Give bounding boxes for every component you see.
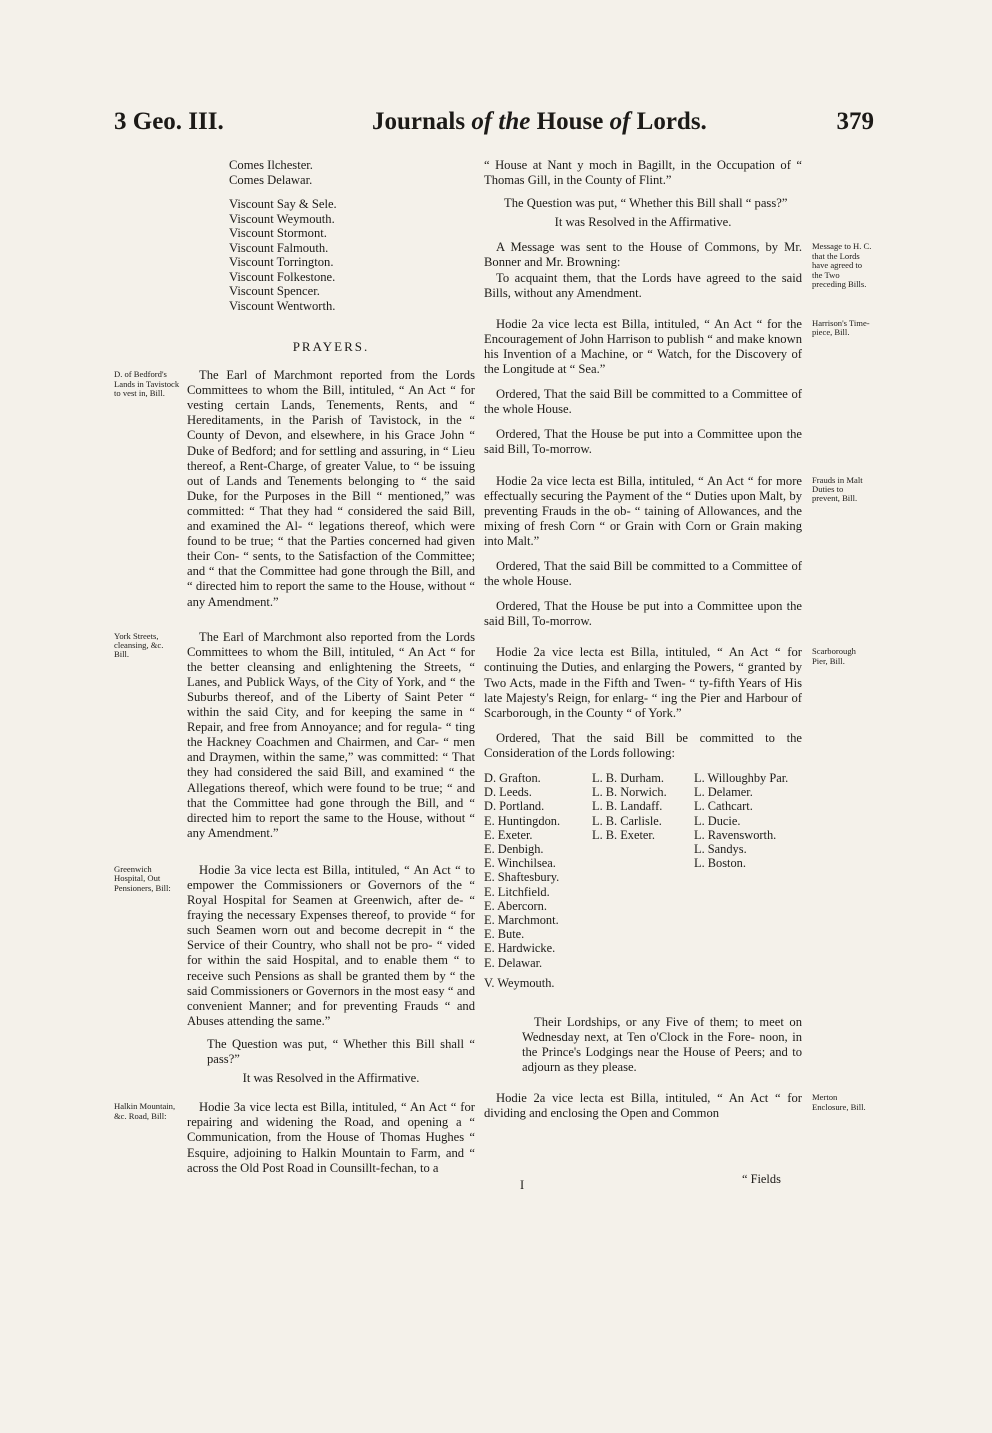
entry-harrison-bill — [484, 316, 870, 377]
entry-text: The Earl of Marchmont also reported from the Lords Committees to whom the Bill, intituled, “ An Act “ for the better cleansing and enlightening the Streets, “ Lanes, and Publick Ways, of the City of York, and “ the Suburbs thereof, and of the Liberty of Saint Peter “ within the said City, and for keeping the same in “ Repair, and free from Annoyance; and for regula- “ ting the Hackney Coachmen and Chairmen, and Car- “ men and Draymen, within the same,” was committed: “ That they had considered the said Bill, and examined “ the Allegations thereof, which were found to be true; “ and that the Committee had gone through the Bill, and “ directed him to report the same to the House, without “ any Amendment.” — [187, 629, 475, 840]
entry-york-bill — [114, 629, 475, 841]
right-column — [484, 158, 872, 1132]
entry-text: “ House at Nant y moch in Bagillt, in the Occupation of “ Thomas Gill, in the County of Flint.” — [484, 158, 802, 188]
margin-note: Merton Enclosure, Bill. — [812, 1092, 866, 1112]
margin-note: Message to H. C. that the Lords have agreed to the Two preceding Bills. — [812, 241, 872, 289]
entry-text: Hodie 3a vice lecta est Billa, intituled, “ An Act “ for repairing and widening the Road, and opening a “ Communication, from the House of Thomas Hughes “ Esquire, adjoining to Halkin Mountain to Farm, and “ across the Old Post Road in Counsillt-fechan, to a — [187, 1100, 475, 1175]
lord-name: Viscount Folkestone. — [229, 269, 336, 284]
margin-note: Greenwich Hospital, Out Pensioners, Bill: — [114, 863, 171, 893]
entry-text: A Message was sent to the House of Commons, by Mr. Bonner and Mr. Browning: — [484, 240, 802, 270]
lord-name: Viscount Torrington. — [229, 255, 334, 269]
header-title-word: Lords. — [636, 108, 707, 135]
lord-name: E. Shaftesbury. — [484, 870, 560, 885]
entry-continuation — [484, 158, 802, 188]
lord-name: L. B. Exeter. — [592, 827, 655, 842]
lord-name: L. Boston. — [694, 856, 746, 871]
entry-text: Hodie 3a vice lecta est Billa, intituled, “ An Act “ to empower the Commissioners or Governors of the “ Royal Hospital for Seamen at Greenwich, after de- “ fraying the necessary Expenses thereof, to provide “ for such Seamen worn out and become decrepit in “ the Service of their Country, who shall not be pro- “ vided for within the said Hospital, and to enable them “ to receive such Pensions as shall be granted them by “ the said Commissioners or Governors in the most easy “ and convenient Manner; and for preventing Frauds “ and Abuses attending the same.” — [187, 862, 475, 1028]
margin-note: Scarborough Pier, Bill. — [812, 646, 856, 666]
header-title-word: of — [471, 108, 493, 135]
margin-note: Halkin Mountain, &c. Road, Bill: — [114, 1101, 176, 1121]
lord-name: E. Denbigh. — [484, 842, 544, 857]
lord-name: E. Hardwicke. — [484, 941, 556, 956]
entry-text: Hodie 2a vice lecta est Billa, intituled, “ An Act “ for dividing and enclosing the Open and Common — [484, 1091, 802, 1121]
lords-column — [694, 771, 788, 870]
ordered-text — [484, 731, 802, 761]
resolved-text: It was Resolved in the Affirmative. — [242, 1071, 420, 1086]
entry-message — [484, 240, 872, 300]
lord-name: D. Leeds. — [484, 785, 532, 800]
resolved-text: It was Resolved in the Affirmative. — [554, 215, 732, 230]
lord-name: L. Cathcart. — [694, 799, 753, 814]
lord-name: E. Delawar. — [484, 955, 543, 970]
entry-text: Hodie 2a vice lecta est Billa, intituled, “ An Act “ for more effectually securing the Payment of the “ Duties upon Malt, by preventing Frauds in the ob- “ taining of Allowances, and the mixing of fresh Corn “ or Grain with Corn or Grain making into Malt.” — [484, 473, 802, 548]
page-number: 379 — [836, 108, 874, 135]
entry-merton-bill — [484, 1091, 866, 1121]
entry-text: Ordered, That the said Bill be committed to a Committee of the whole House. — [484, 558, 802, 589]
lord-name: L. B. Norwich. — [592, 785, 667, 800]
lord-name: Viscount Stormont. — [229, 226, 327, 240]
header-title — [372, 108, 707, 136]
lords-column — [484, 771, 560, 990]
lord-name: Viscount Weymouth. — [229, 211, 335, 226]
question-text: The Question was put, “ Whether this Bill shall “ pass?” — [504, 196, 788, 211]
running-header — [114, 108, 874, 152]
lord-name: D. Grafton. — [484, 771, 541, 785]
entry-text: The Earl of Marchmont reported from the Lords Committees to whom the Bill, intituled, “ An Act “ for vesting certain Lands, Tenements, Rents, and “ Hereditaments, in the Parish of Tavistock, in the “ County of Devon, and elsewhere, in his Grace John “ Duke of Bedford; and for settling and assuring, in “ Lieu thereof, a Rent-Charge, of greater Value, to “ be issuing out of Lands and Tenements belonging to “ the said Duke, for the Purposes in the Bill “ mentioned,” was committed: “ That they had “ considered the said Bill, and examined the Al- “ legations thereof, which were found to be true; “ that the Parties concerned had given their Con- “ sents, to the Satisfaction of the Committee; and “ that the Committee had gone through the Bill, and “ directed him to report the same to the House, without “ any Amendment.” — [187, 368, 475, 609]
entry-text: Ordered, That the House be put into a Committee upon the said Bill, To-morrow. — [484, 427, 802, 457]
header-regnal-year: 3 Geo. III. — [114, 108, 224, 135]
lord-name: E. Winchilsea. — [484, 856, 556, 871]
entry-halkin-bill — [114, 1100, 475, 1175]
lord-name: L. Ducie. — [694, 813, 741, 828]
lord-name: D. Portland. — [484, 799, 545, 814]
header-title-word: Journals — [372, 108, 466, 135]
lord-name: E. Exeter. — [484, 827, 533, 842]
lord-name: Viscount Falmouth. — [229, 240, 329, 255]
lord-name: Comes Delawar. — [229, 172, 313, 187]
entry-greenwich-bill — [114, 862, 475, 1086]
entry-text: Ordered, That the said Bill be committed to a Committee of the whole House. — [484, 387, 802, 417]
lord-name: Viscount Wentworth. — [229, 298, 336, 313]
ordered-text — [484, 599, 802, 629]
entry-text: Their Lordships, or any Five of them; to meet on Wednesday next, at Ten o'Clock in the Fore- noon, in the Prince's Lodgings near the House of Peers; and to adjourn as they please. — [522, 1015, 802, 1075]
lord-name: L. B. Carlisle. — [592, 813, 662, 828]
entry-text: Hodie 2a vice lecta est Billa, intituled, “ An Act “ for continuing the Duties, and enlarging the Powers, “ granted by Two Acts, made in the Fifth and Twen- “ ty-fifth Years of His late Majesty's Reign, for enlarg- “ ing the Pier and Harbour of Scarborough, in the County “ of York.” — [484, 645, 802, 720]
lord-name: L. Willoughby Par. — [694, 771, 789, 785]
lords-column — [592, 771, 667, 842]
lord-name: E. Bute. — [484, 927, 525, 942]
margin-note: D. of Bedford's Lands in Tavistock to vest in, Bill. — [114, 369, 180, 398]
ordered-text — [484, 559, 802, 589]
margin-note: Harrison's Time-piece, Bill. — [812, 317, 870, 338]
ordered-text — [484, 427, 802, 457]
entry-text: Ordered, That the said Bill be committed to the Consideration of the Lords following: — [484, 730, 802, 760]
lord-name: L. Sandys. — [694, 842, 747, 857]
margin-note: Frauds in Malt Duties to prevent, Bill. — [812, 474, 863, 504]
entry-lordships-meeting — [484, 1015, 802, 1075]
entry-scarborough-bill — [484, 645, 856, 720]
entry-malt-bill — [484, 473, 863, 549]
lord-name: L. Ravensworth. — [694, 827, 777, 842]
section-heading-prayers: PRAYERS. — [292, 339, 370, 354]
committee-lords-list — [484, 771, 802, 1009]
ordered-text — [484, 387, 802, 417]
lord-name: E. Abercorn. — [484, 898, 547, 913]
question-text: The Question was put, “ Whether this Bill shall “ pass?” — [207, 1036, 475, 1067]
lord-name: Viscount Spencer. — [229, 284, 320, 298]
lord-name: L. Delamer. — [694, 785, 753, 800]
lord-name: E. Marchmont. — [484, 913, 559, 928]
catchword: “ Fields — [742, 1172, 781, 1186]
lord-name: Comes Ilchester. — [229, 158, 313, 172]
lord-name: Viscount Say & Sele. — [229, 197, 337, 211]
entry-text: To acquaint them, that the Lords have agreed to the said Bills, without any Amendment. — [484, 270, 802, 300]
lord-name: E. Litchfield. — [484, 884, 550, 899]
entry-bedford-bill — [114, 368, 475, 610]
lord-name: L. B. Durham. — [592, 771, 664, 785]
lord-name: V. Weymouth. — [484, 975, 555, 990]
left-column — [114, 158, 475, 1186]
lord-name: E. Huntingdon. — [484, 813, 561, 828]
signature-mark: I — [520, 1178, 525, 1192]
header-title-word: House — [536, 108, 604, 135]
entry-text: Hodie 2a vice lecta est Billa, intituled, “ An Act “ for the Encouragement of John Harrison to publish “ and make known his Invention of a Machine, or “ Watch, for the Discovery of the Longitude at “ Sea.” — [484, 316, 802, 377]
header-title-word: the — [498, 108, 531, 135]
entry-text: Ordered, That the House be put into a Committee upon the said Bill, To-morrow. — [484, 599, 802, 629]
header-title-word: of — [609, 108, 631, 135]
lord-name: L. B. Landaff. — [592, 799, 663, 814]
margin-note: York Streets, cleansing, &c. Bill. — [114, 630, 164, 660]
